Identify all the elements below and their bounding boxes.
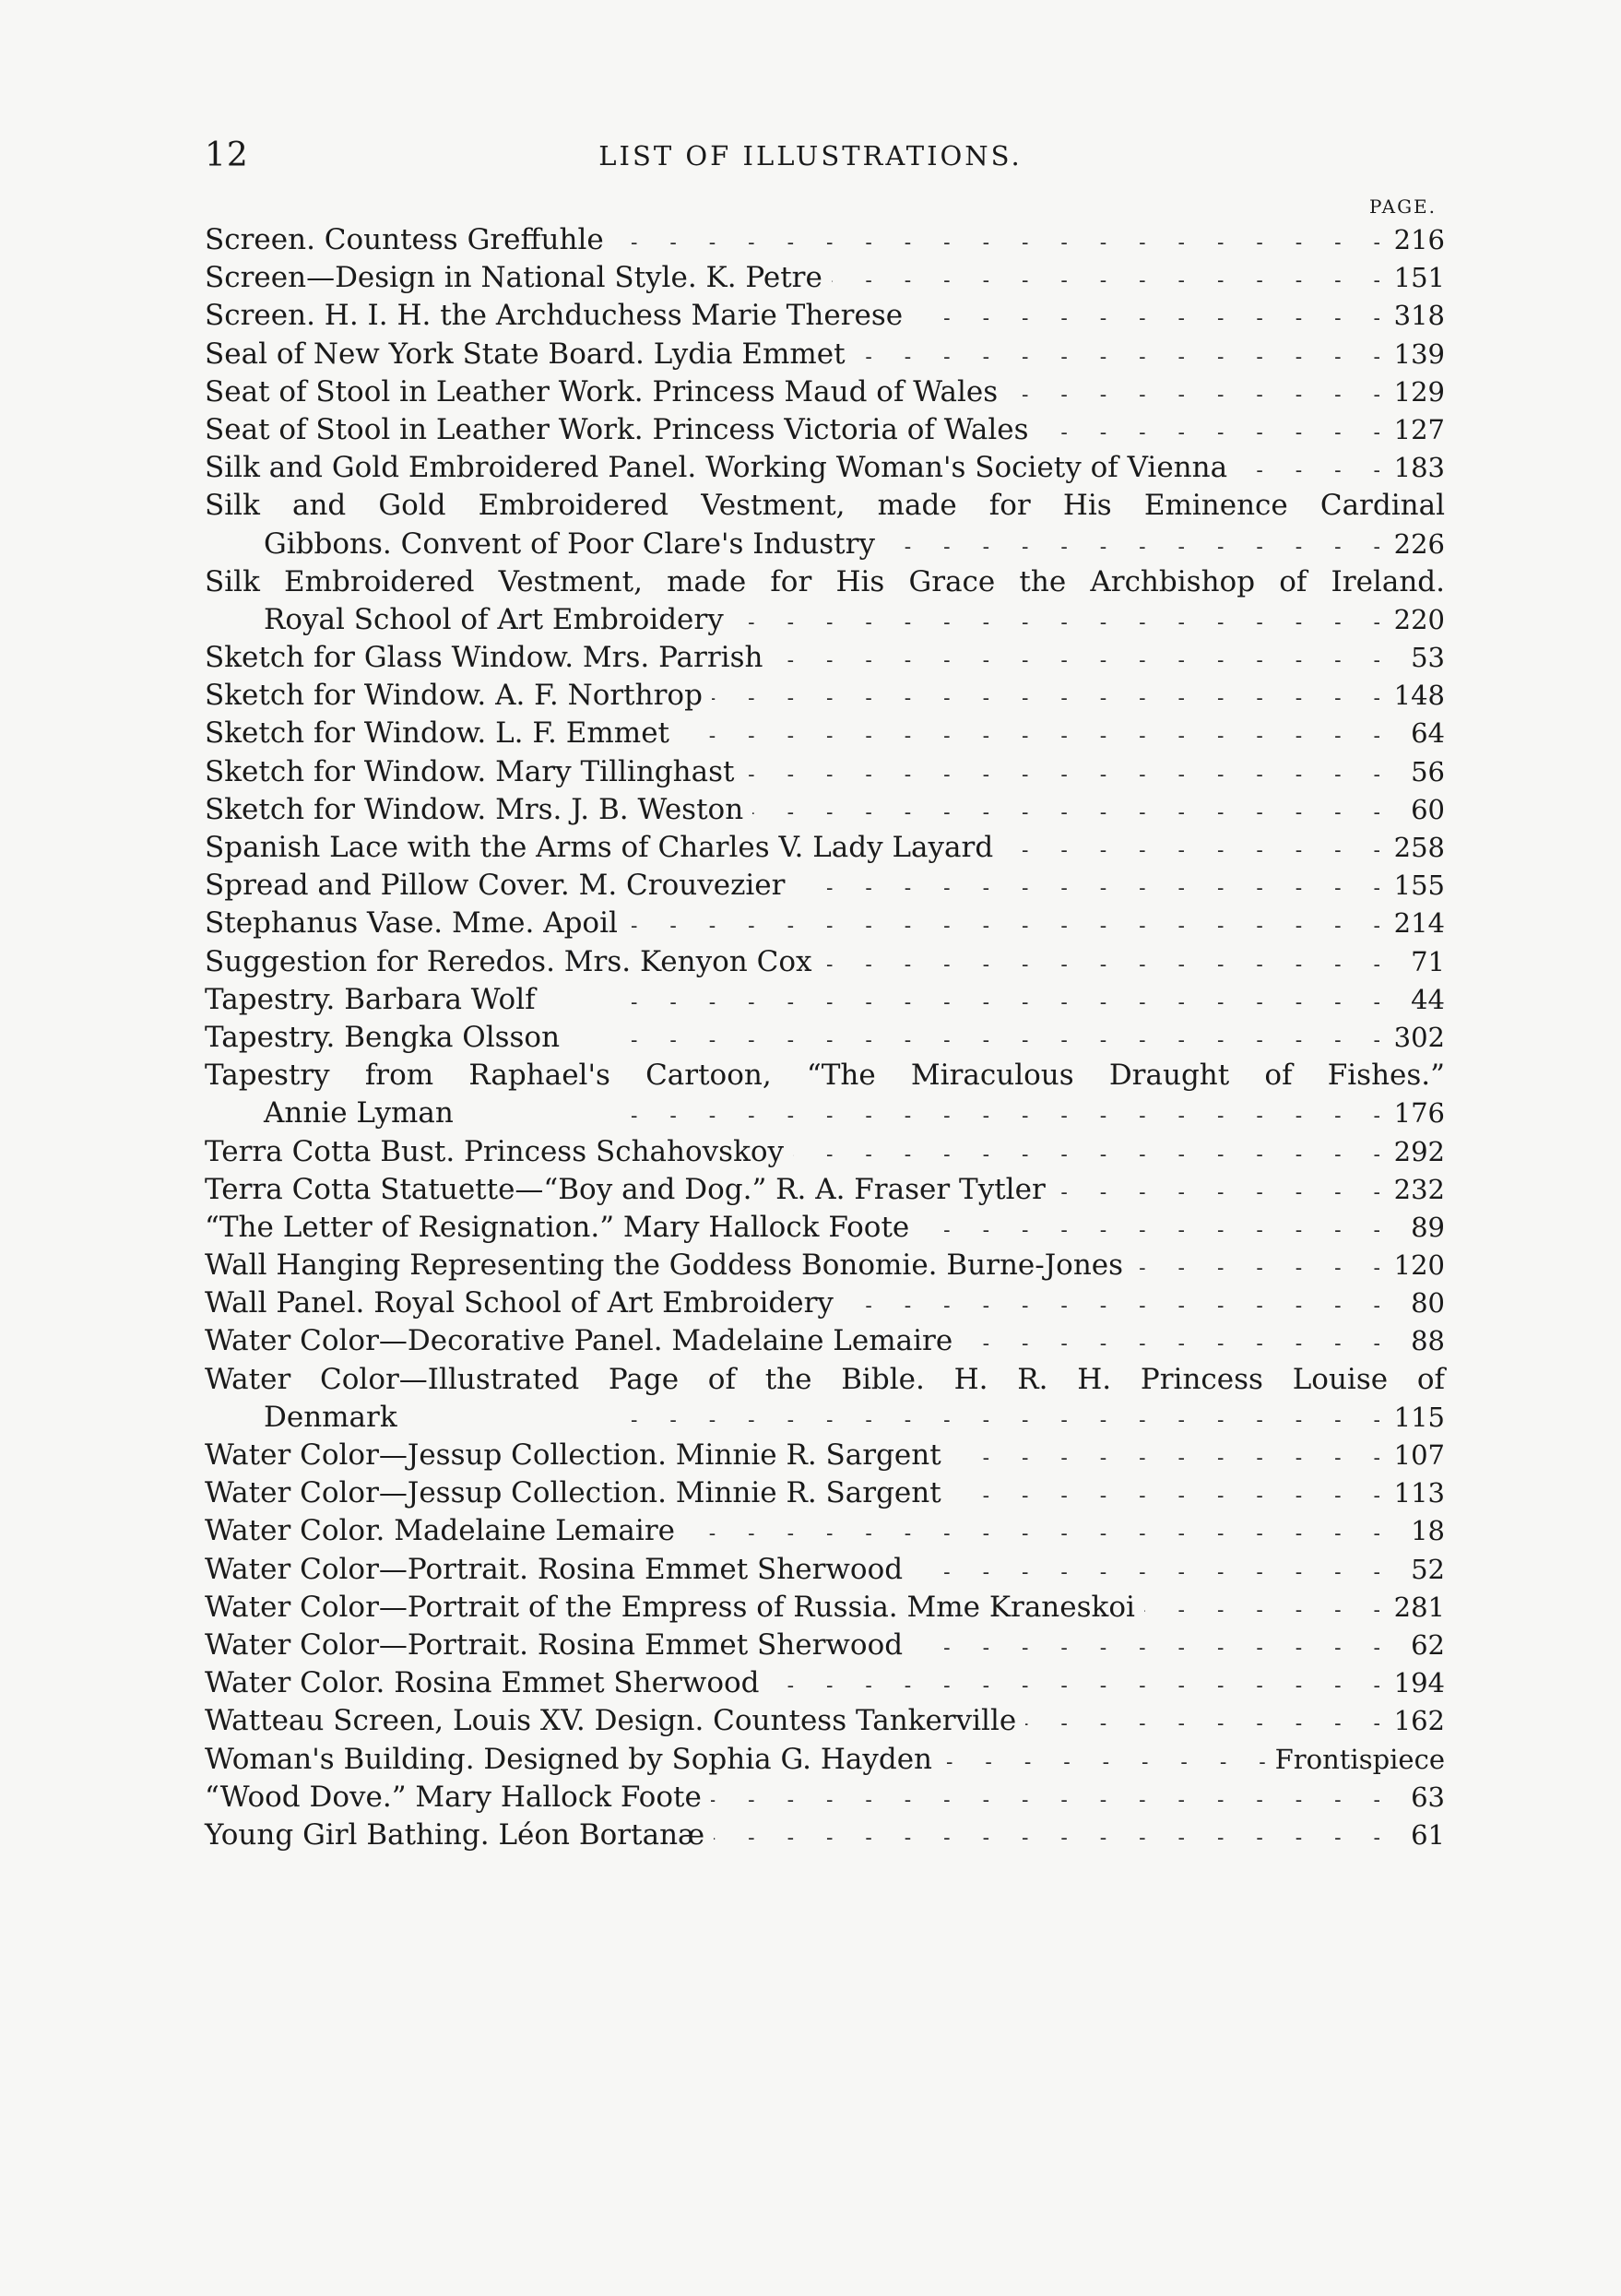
page-reference: 258 (1393, 832, 1445, 863)
page-number: 12 (205, 136, 249, 174)
entry-title-line: Silk and Gold Embroidered Vestment, made for His Eminence Cardinal (205, 489, 1445, 523)
page-reference: 60 (1411, 793, 1445, 825)
page-reference: 220 (1393, 603, 1445, 635)
entry-title: Spanish Lace with the Arms of Charles V. Lady Layard (205, 831, 994, 864)
dot-leader (884, 528, 1380, 566)
entry-title: “The Letter of Resignation.” Mary Hallock Foote (205, 1210, 910, 1244)
list-item (205, 373, 1445, 411)
entry-title: Sketch for Window. L. F. Emmet (205, 716, 669, 751)
list-item (205, 1551, 1445, 1589)
list-item (205, 753, 1445, 791)
dot-leader (1132, 1249, 1380, 1287)
page-reference: 80 (1411, 1287, 1445, 1320)
list-item-first-line (205, 563, 1445, 601)
list-item (205, 1437, 1445, 1474)
list-item (205, 259, 1445, 297)
page-reference: 52 (1411, 1553, 1445, 1585)
dot-leader (912, 1554, 1380, 1592)
entry-title: Tapestry. Bengka Olsson (205, 1020, 561, 1054)
entry-title: Wall Panel. Royal School of Art Embroidery (205, 1286, 834, 1320)
dot-leader (951, 1477, 1380, 1515)
page-reference: 107 (1393, 1439, 1445, 1471)
dot-leader (711, 1781, 1380, 1819)
dot-leader (1055, 1174, 1380, 1212)
list-item-first-line (205, 487, 1445, 525)
list-item (205, 791, 1445, 829)
list-item (205, 1474, 1445, 1512)
page-reference: 63 (1411, 1781, 1445, 1813)
page-reference: 194 (1393, 1667, 1445, 1699)
entry-title: Tapestry. Barbara Wolf (205, 982, 536, 1016)
page-reference: 139 (1393, 337, 1445, 370)
list-item (205, 449, 1445, 487)
list-item (205, 639, 1445, 677)
page-reference: 232 (1393, 1173, 1445, 1205)
entry-title: Stephanus Vase. Mme. Apoil (205, 906, 618, 941)
list-item-first-line (205, 1057, 1445, 1095)
dot-leader (912, 300, 1380, 337)
dot-leader (1025, 1705, 1380, 1743)
entry-title: Terra Cotta Bust. Princess Schahovskoy (205, 1134, 785, 1168)
page-reference: 56 (1411, 755, 1445, 787)
entry-title: Water Color—Portrait. Rosina Emmet Sherwood (205, 1627, 904, 1662)
dot-leader (463, 1097, 1380, 1135)
list-item (205, 1247, 1445, 1284)
page-reference: 214 (1393, 907, 1445, 940)
page-reference: 302 (1393, 1021, 1445, 1053)
entry-title: Water Color—Portrait. Rosina Emmet Sherwood (205, 1552, 904, 1586)
page-reference: 155 (1393, 870, 1445, 902)
dot-leader (794, 870, 1380, 907)
page-reference: 162 (1393, 1705, 1445, 1737)
list-item (205, 1589, 1445, 1627)
dot-leader (918, 1212, 1380, 1249)
page-reference: 183 (1393, 452, 1445, 484)
dot-leader (855, 338, 1380, 376)
dot-leader (733, 604, 1380, 642)
list-item (205, 943, 1445, 981)
entry-title-line: Tapestry from Raphael's Cartoon, “The Miraculous Draught of Fishes.” (205, 1059, 1445, 1093)
page-reference: 176 (1393, 1097, 1445, 1130)
list-item (205, 1779, 1445, 1817)
list-item (205, 1284, 1445, 1322)
page-reference: 115 (1393, 1401, 1445, 1433)
page-reference: 44 (1411, 983, 1445, 1015)
entry-title: Water Color. Madelaine Lemaire (205, 1514, 675, 1548)
entry-title-line: Silk Embroidered Vestment, made for His Grace the Archbishop of Ireland. (205, 564, 1445, 598)
list-item (205, 1627, 1445, 1664)
entry-title: Seat of Stool in Leather Work. Princess Victoria of Wales (205, 412, 1029, 446)
list-item (205, 981, 1445, 1019)
dot-leader (545, 984, 1380, 1022)
list-item (205, 867, 1445, 905)
page-reference: 61 (1411, 1818, 1445, 1851)
illustrations-list (205, 221, 1445, 1854)
list-item (205, 1817, 1445, 1854)
list-item (205, 1664, 1445, 1702)
entry-title: Silk and Gold Embroidered Panel. Working Woman's Society of Vienna (205, 451, 1228, 485)
list-item (205, 1171, 1445, 1209)
entry-title: Water Color—Jessup Collection. Minnie R. Sargent (205, 1476, 941, 1510)
list-item (205, 297, 1445, 335)
entry-title: Watteau Screen, Louis XV. Design. Countess Tankerville (205, 1704, 1017, 1738)
page-reference: 62 (1411, 1628, 1445, 1661)
list-item-first-line (205, 1361, 1445, 1399)
dot-leader (613, 224, 1380, 262)
page-column-label: PAGE. (1369, 195, 1437, 218)
dot-leader (821, 946, 1380, 984)
dot-leader (769, 1667, 1381, 1705)
page-reference: 226 (1393, 527, 1445, 560)
dot-leader (679, 717, 1380, 755)
dot-leader (684, 1515, 1380, 1553)
dot-leader (951, 1439, 1380, 1477)
entry-title: Young Girl Bathing. Léon Bortanæ (205, 1817, 705, 1852)
dot-leader (962, 1325, 1380, 1363)
dot-leader (1236, 452, 1380, 490)
page-reference: 318 (1393, 300, 1445, 332)
list-item (205, 601, 1445, 639)
dot-leader (627, 907, 1380, 945)
list-item (205, 336, 1445, 373)
list-item (205, 1133, 1445, 1171)
entry-title: Wall Hanging Representing the Goddess Bonomie. Burne-Jones (205, 1249, 1124, 1283)
page-reference: 18 (1411, 1515, 1445, 1547)
entry-title: Suggestion for Reredos. Mrs. Kenyon Cox (205, 944, 812, 978)
dot-leader (912, 1629, 1380, 1667)
page-reference: 281 (1393, 1591, 1445, 1623)
dot-leader (569, 1022, 1380, 1059)
dot-leader (1002, 832, 1380, 870)
page-reference: 216 (1393, 224, 1445, 255)
entry-title: Sketch for Window. Mrs. J. B. Weston (205, 792, 744, 826)
running-title: LIST OF ILLUSTRATIONS. (598, 140, 1023, 172)
page-reference: 127 (1393, 413, 1445, 445)
page-reference: 292 (1393, 1135, 1445, 1167)
dot-leader (772, 642, 1380, 680)
entry-title: Denmark (264, 1400, 397, 1434)
entry-title: Water Color—Decorative Panel. Madelaine Lemaire (205, 1324, 953, 1358)
dot-leader (752, 794, 1380, 832)
list-item (205, 1322, 1445, 1360)
entry-title: Water Color—Jessup Collection. Minnie R. Sargent (205, 1438, 941, 1472)
list-item (205, 1095, 1445, 1132)
entry-title: Seat of Stool in Leather Work. Princess Maud of Wales (205, 374, 999, 408)
dot-leader (793, 1136, 1380, 1174)
page-reference: 113 (1393, 1477, 1445, 1509)
list-item (205, 677, 1445, 715)
page-reference: 64 (1411, 717, 1445, 750)
dot-leader (714, 1819, 1380, 1857)
list-item (205, 829, 1445, 867)
entry-title: Terra Cotta Statuette—“Boy and Dog.” R. A. Fraser Tytler (205, 1172, 1046, 1206)
page-reference: 151 (1393, 262, 1445, 294)
entry-title: Screen. Countess Greffuhle (205, 223, 604, 256)
dot-leader (1038, 414, 1380, 452)
dot-leader (743, 756, 1380, 794)
list-item (205, 411, 1445, 449)
entry-title: Sketch for Window. Mary Tillinghast (205, 754, 735, 788)
list-item (205, 1209, 1445, 1247)
entry-title: Sketch for Glass Window. Mrs. Parrish (205, 641, 763, 675)
list-item (205, 221, 1445, 259)
list-item (205, 1741, 1445, 1779)
entry-title: Sketch for Window. A. F. Northrop (205, 679, 703, 713)
dot-leader (843, 1287, 1380, 1325)
entry-title: Screen. H. I. H. the Archduchess Marie Therese (205, 299, 904, 333)
entry-title: Screen—Design in National Style. K. Petre (205, 261, 822, 295)
page-reference: 148 (1393, 680, 1445, 712)
dot-leader (832, 262, 1380, 300)
entry-title: Water Color. Rosina Emmet Sherwood (205, 1666, 760, 1700)
entry-title: Annie Lyman (264, 1096, 454, 1130)
entry-title: “Wood Dove.” Mary Hallock Foote (205, 1780, 702, 1814)
page-reference: 120 (1393, 1249, 1445, 1282)
entry-title: Royal School of Art Embroidery (264, 602, 724, 636)
list-item (205, 1399, 1445, 1437)
page-reference: Frontispiece (1274, 1743, 1445, 1775)
entry-title: Woman's Building. Designed by Sophia G. Hayden (205, 1742, 933, 1776)
dot-leader (407, 1402, 1380, 1439)
entry-title: Spread and Pillow Cover. M. Crouvezier (205, 869, 786, 903)
page-reference: 53 (1411, 642, 1445, 674)
page-reference: 88 (1411, 1325, 1445, 1357)
list-item (205, 905, 1445, 942)
page-reference: 89 (1411, 1211, 1445, 1243)
list-item (205, 526, 1445, 563)
page-reference: 129 (1393, 375, 1445, 408)
list-item (205, 1702, 1445, 1740)
dot-leader (941, 1744, 1266, 1781)
entry-title: Seal of New York State Board. Lydia Emmet (205, 337, 846, 371)
list-item (205, 1019, 1445, 1057)
dot-leader (712, 680, 1380, 717)
dot-leader (1144, 1592, 1380, 1629)
entry-title: Water Color—Portrait of the Empress of Russia. Mme Kraneskoi (205, 1590, 1135, 1624)
entry-title-line: Water Color—Illustrated Page of the Bible. H. R. H. Princess Louise of (205, 1362, 1445, 1396)
list-item (205, 1512, 1445, 1550)
dot-leader (1007, 376, 1380, 414)
entry-title: Gibbons. Convent of Poor Clare's Industry (264, 527, 875, 561)
list-item (205, 715, 1445, 752)
page-reference: 71 (1411, 945, 1445, 977)
